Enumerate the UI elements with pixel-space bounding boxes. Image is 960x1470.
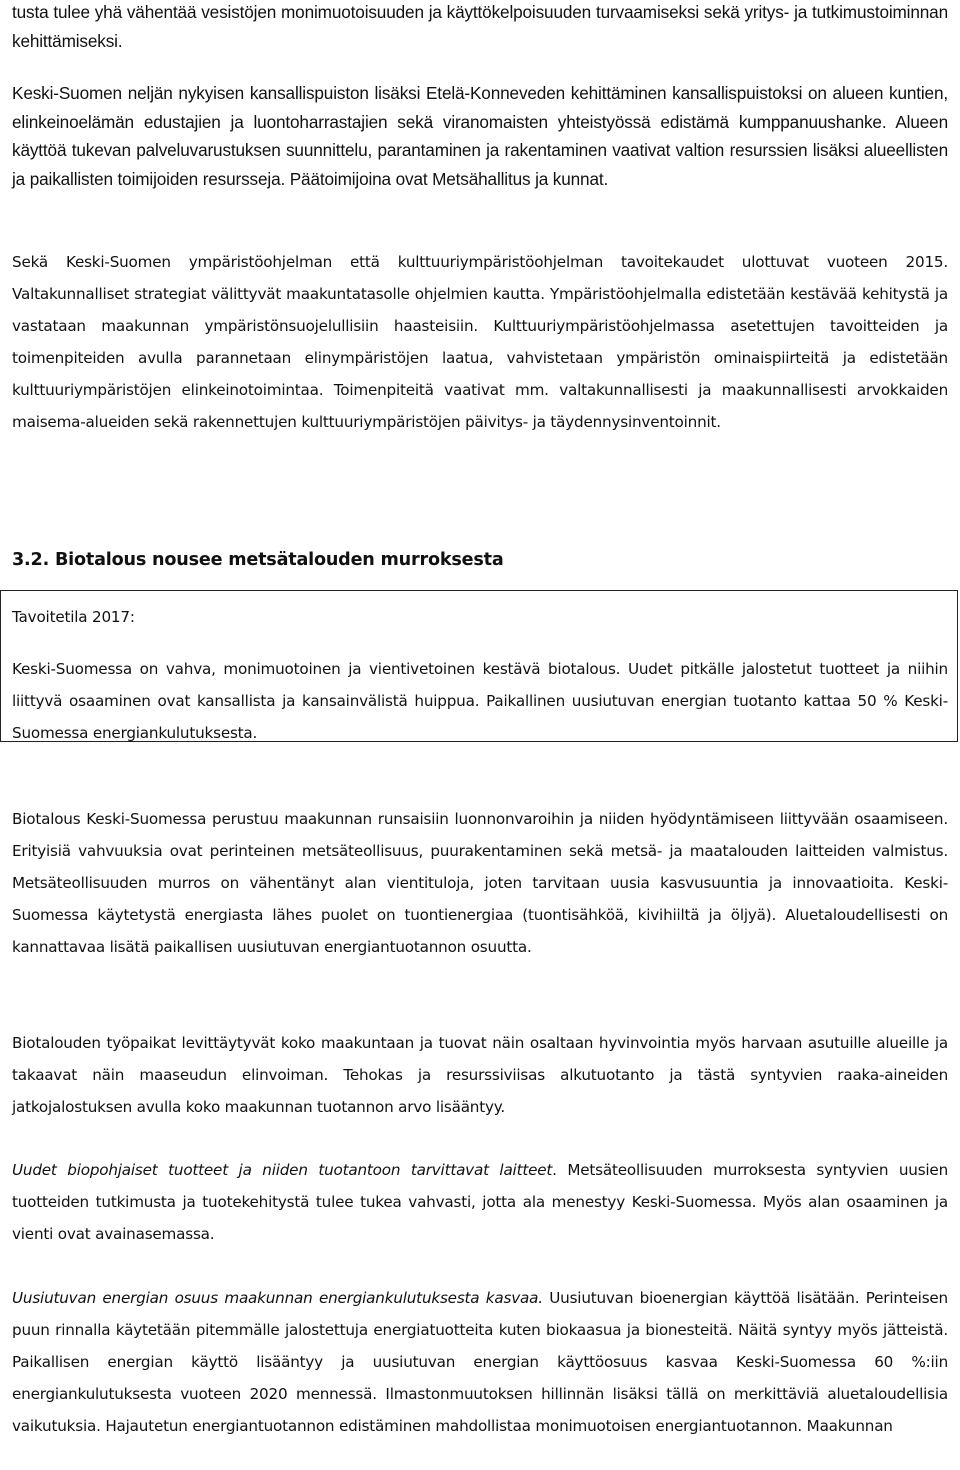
- bio-products-text: . Metsäteollisuuden murroksesta syntyvien uusien tuotteiden tutkimusta ja tuotekehitystä tulee tukea vahvasti, jotta ala menestyy Keski-Suomessa. Myös alan osaaminen ja vienti ovat avainasemassa.: [12, 1161, 948, 1243]
- goal-text: Keski-Suomessa on vahva, monimuotoinen ja vientivetoinen kestävä biotalous. Uudet pitkälle jalostetut tuotteet ja niihin liittyvä osaaminen ovat kansallista ja kansainvälistä huippua. Paikallinen uusiutuvan energian tuotanto kattaa 50 % Keski-Suomessa energiankulutuksesta.: [12, 660, 948, 742]
- paragraph-renewable-energy: [12, 1282, 948, 1442]
- paragraph-bioeconomy-jobs: Biotalouden työpaikat levittäytyvät koko maakuntaan ja tuovat näin osaltaan hyvinvointia myös harvaan asutuille alueille ja takaavat näin maaseudun elinvoiman. Tehokas ja resurssiviisas alkutuotanto ja tästä syntyvien raaka-aineiden jatkojalostuksen avulla koko maakunnan tuotannon arvo lisääntyy.: [12, 1034, 948, 1116]
- bio-products-lead: Uudet biopohjaiset tuotteet ja niiden tuotantoon tarvittavat laitteet: [12, 1161, 553, 1179]
- paragraph-bio-products: [12, 1154, 948, 1250]
- paragraph-environment-programs: Sekä Keski-Suomen ympäristöohjelman että kulttuuriympäristöohjelman tavoitekaudet ulottuvat vuoteen 2015. Valtakunnalliset strategiat välittyvät maakuntatasolle ohjelmien kautta. Ympäristöohjelmalla edistetään kestävää kehitystä ja vastataan maakunnan ympäristönsuojelullisiin haasteisiin. Kulttuuriympäristöohjelmassa asetettujen tavoitteiden ja toimenpiteiden avulla parannetaan elinympäristöjen laatua, vahvistetaan ympäristön ominaispiirteitä ja edistetään kulttuuriympäristöjen elinkeinotoimintaa. Toimenpiteitä vaativat mm. valtakunnallisesti ja maakunnallisesti arvokkaiden maisema-alueiden sekä rakennettujen kulttuuriympäristöjen päivitys- ja täydennysinventoinnit.: [12, 253, 948, 431]
- paragraph-continuation: tusta tulee yhä vähentää vesistöjen monimuotoisuuden ja käyttökelpoisuuden turvaamiseksi sekä yritys- ja tutkimustoiminnan kehittämiseksi.: [12, 2, 948, 51]
- renewable-energy-text: Uusiutuvan bioenergian käyttöä lisätään. Perinteisen puun rinnalla käytetään pitemmälle jalostettuja energiatuotteita kuten biokaasua ja bionesteitä. Näitä syntyy myös jätteistä. Paikallisen energian käyttö lisääntyy ja uusiutuvan energian käyttöosuus kasvaa Keski-Suomessa 60 %:iin energiankulutuksesta vuoteen 2020 mennessä. Ilmastonmuutoksen hillinnän lisäksi tällä on merkittäviä aluetaloudellisia vaikutuksia. Hajautetun energiantuotannon edistäminen mahdollistaa monimuotoisen energiantuotannon. Maakunnan: [12, 1289, 948, 1435]
- paragraph-bioeconomy: Biotalous Keski-Suomessa perustuu maakunnan runsaisiin luonnonvaroihin ja niiden hyödyntämiseen liittyvään osaamiseen. Erityisiä vahvuuksia ovat perinteinen metsäteollisuus, puurakentaminen sekä metsä- ja maatalouden laitteiden valmistus. Metsäteollisuuden murros on vähentänyt alan vientituloja, joten tarvitaan uusia kasvusuuntia ja innovaatioita. Keski-Suomessa käytetystä energiasta lähes puolet on tuontienergiaa (tuontisähköä, kivihiiltä ja öljyä). Aluetaloudellisesti on kannattavaa lisätä paikallisen uusiutuvan energiantuotannon osuutta.: [12, 810, 948, 956]
- renewable-energy-lead: Uusiutuvan energian osuus maakunnan energiankulutuksesta kasvaa.: [12, 1289, 543, 1307]
- goal-title: Tavoitetila 2017:: [12, 608, 135, 626]
- section-heading: 3.2. Biotalous nousee metsätalouden murroksesta: [12, 550, 504, 570]
- paragraph-national-park: Keski-Suomen neljän nykyisen kansallispuiston lisäksi Etelä-Konneveden kehittäminen kansallispuistoksi on alueen kuntien, elinkeinoelämän edustajien ja luontoharrastajien sekä viranomaisten yhteistyössä edistämä kumppanuushanke. Alueen käyttöä tukevan palveluvarustuksen suunnittelu, parantaminen ja rakentaminen vaativat valtion resurssien lisäksi alueellisten ja paikallisten toimijoiden resursseja. Päätoimijoina ovat Metsähallitus ja kunnat.: [12, 83, 948, 189]
